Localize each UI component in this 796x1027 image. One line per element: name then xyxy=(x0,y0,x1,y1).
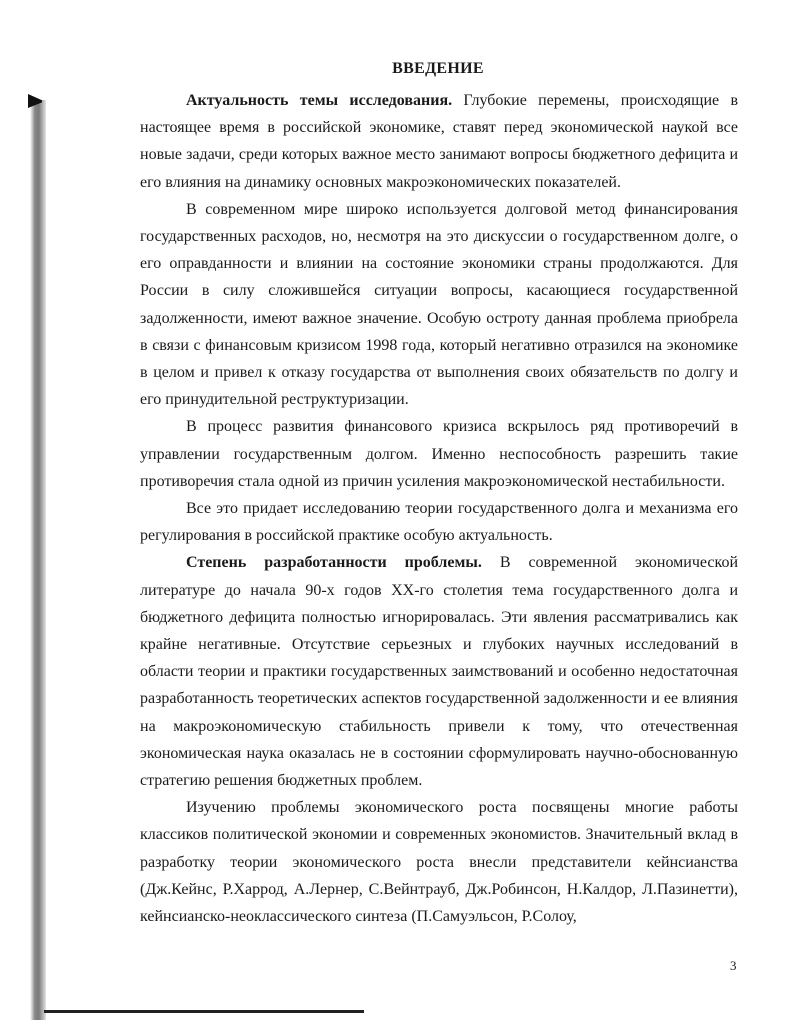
scan-bottom-edge xyxy=(44,1010,364,1013)
paragraph-economic-growth xyxy=(140,794,738,930)
paragraph-importance xyxy=(140,495,738,549)
paragraph-research-degree xyxy=(140,549,738,794)
scan-left-edge xyxy=(30,100,46,1020)
paragraph-relevance xyxy=(140,87,738,196)
document-body xyxy=(140,87,738,930)
paragraph-debt-method xyxy=(140,196,738,414)
paragraph-lead: Степень разработанности проблемы. xyxy=(186,554,482,572)
paragraph-text: В современном мире широко используется долговой метод финансирования государственных расходов, но, несмотря на это дискуссии о государственном долге, о его оправданности и влиянии на состояние экономики страны продолжаются. Для России в силу сложившейся ситуации вопросы, касающиеся государственной задолженности, имеют важное значение. Особую остроту данная проблема приобрела в связи с финансовым кризисом 1998 года, который негативно отразился на экономике в целом и привел к отказу государства от выполнения своих обязательств по долгу и его принудительной реструктуризации. xyxy=(140,200,738,409)
paragraph-text: Все это придает исследованию теории государственного долга и механизма его регулирования в российской практике особую актуальность. xyxy=(140,500,738,545)
paragraph-text: В процесс развития финансового кризиса вскрылось ряд противоречий в управлении государственным долгом. Именно неспособность разрешить такие противоречия стала одной из причин усиления макроэкономической нестабильности. xyxy=(140,418,738,490)
paragraph-crisis xyxy=(140,413,738,495)
paragraph-text: Изучению проблемы экономического роста посвящены многие работы классиков политической экономии и современных экономистов. Значительный вклад в разработку теории экономического роста внесли представители кейнсианства (Дж.Кейнс, Р.Харрод, А.Лернер, С.Вейнтрауб, Дж.Робинсон, Н.Калдор, Л.Пазинетти), кейнсианско-неоклассического синтеза (П.Самуэльсон, Р.Солоу, xyxy=(140,799,738,926)
page-number: 3 xyxy=(730,958,737,973)
page-title: ВВЕДЕНИЕ xyxy=(392,60,484,77)
paragraph-text: Глубокие перемены, происходящие в настоящее время в российской экономике, ставят перед экономической наукой все новые задачи, среди которых важное место занимают вопросы бюджетного дефицита и его влияния на динамику основных макроэкономических показателей. xyxy=(140,92,739,191)
paragraph-lead: Актуальность темы исследования. xyxy=(186,92,453,109)
paragraph-text: В современной экономической литературе до начала 90-х годов ХХ-го столетия тема государственного долга и бюджетного дефицита полностью игнорировалась. Эти явления рассматривались как крайне негативные. Отсутствие серьезных и глубоких научных исследований в области теории и практики государственных заимствований и особенно недостаточная разработанность теоретических аспектов государственной задолженности и ее влияния на макроэкономическую стабильность привели к тому, что отечественная экономическая наука оказалась не в состоянии сформулировать научно-обоснованную стратегию решения бюджетных проблем. xyxy=(140,554,739,790)
